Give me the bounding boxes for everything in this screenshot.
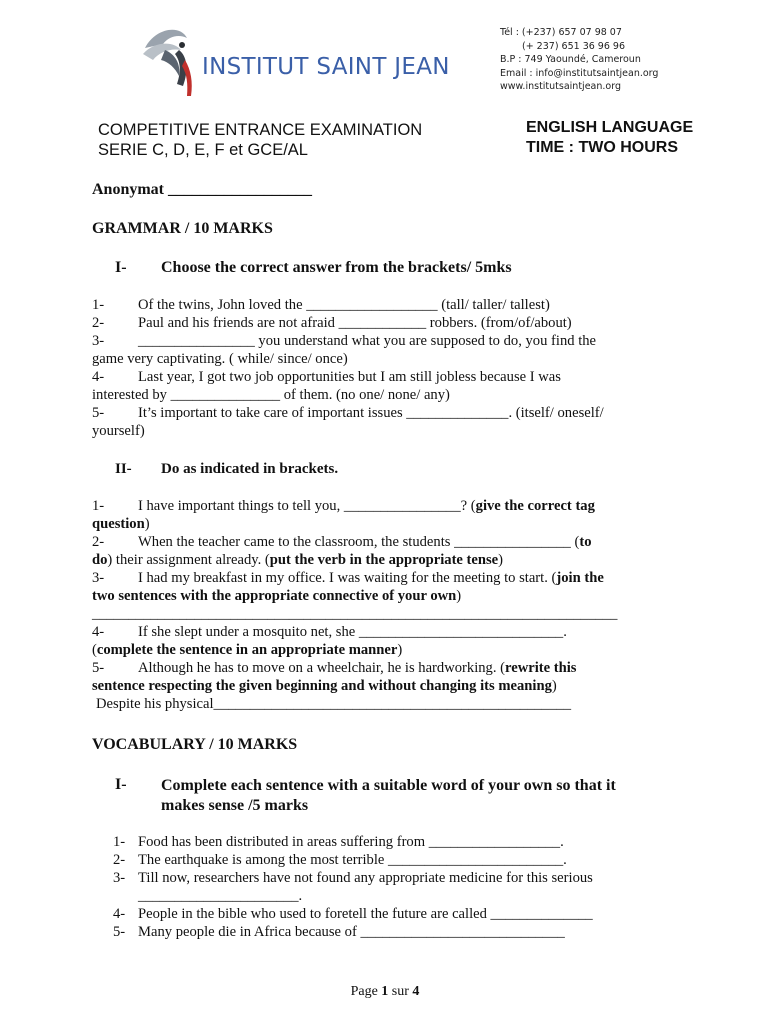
contact-email: Email : info@institutsaintjean.org <box>500 67 659 79</box>
item-number: 5- <box>92 660 105 676</box>
item-number: 2- <box>92 315 105 331</box>
instruction-text: do <box>92 552 108 568</box>
subject-name: ENGLISH LANGUAGE <box>526 119 694 136</box>
item-text: If she slept under a mosquito net, she ____________________________. <box>138 624 567 640</box>
item-continuation: ______________________. <box>138 888 303 904</box>
vocabulary-title-line-2: makes sense /5 marks <box>161 797 309 814</box>
item-text-part: Although he has to move on a wheelchair, he is hardworking. ( <box>138 660 506 676</box>
item-continuation <box>92 677 692 695</box>
item-text: Till now, researchers have not found any appropriate medicine for this serious <box>138 870 593 886</box>
item-text-part: ) <box>397 642 403 658</box>
answer-blank-line: ________________________________________________________________________ <box>92 606 618 622</box>
item-continuation: game very captivating. ( while/ since/ once) <box>92 351 348 367</box>
item-text-part: ( <box>92 642 97 658</box>
item-text <box>138 659 576 677</box>
item-number: 4- <box>92 624 105 640</box>
list-item <box>113 833 693 851</box>
item-text: Food has been distributed in areas suffering from __________________. <box>138 834 564 850</box>
contact-phone-2: (+ 237) 651 36 96 96 <box>522 40 626 52</box>
item-text-part: When the teacher came to the classroom, the students ________________ ( <box>138 534 580 550</box>
instruction-text: join the <box>556 570 604 586</box>
list-item <box>92 332 692 350</box>
item-number: 5- <box>92 405 105 421</box>
subject-info <box>526 118 693 158</box>
item-text-part: ) <box>551 678 557 694</box>
anonymat-field: Anonymat __________________ <box>92 181 313 198</box>
grammar-section-2-list <box>92 497 692 713</box>
list-item <box>113 923 693 941</box>
item-text-part: I have important things to tell you, ________________? ( <box>138 498 476 514</box>
item-continuation <box>92 587 692 605</box>
vocabulary-list <box>113 833 693 941</box>
instruction-text: question <box>92 516 145 532</box>
vocabulary-section-1-title <box>161 776 616 816</box>
item-number: 4- <box>92 369 105 385</box>
item-continuation: yourself) <box>92 423 145 439</box>
item-number: 5- <box>113 924 126 940</box>
item-number: 2- <box>92 534 105 550</box>
institute-logo <box>135 20 455 100</box>
exam-title <box>98 120 422 160</box>
item-number: 2- <box>113 852 126 868</box>
item-number: 1- <box>92 498 105 514</box>
grammar-section-1-numeral: I- <box>115 259 127 276</box>
item-text <box>138 497 595 515</box>
item-text <box>138 569 604 587</box>
item-continuation <box>92 551 692 569</box>
grammar-section-2-numeral: II- <box>115 461 132 477</box>
list-item <box>92 623 692 641</box>
item-text-part: ) <box>456 588 462 604</box>
contact-block <box>500 26 658 94</box>
grammar-heading: GRAMMAR / 10 MARKS <box>92 220 273 237</box>
item-text-part: ) <box>144 516 150 532</box>
list-item <box>92 368 692 386</box>
answer-line: Despite his physical_________________________________________________ <box>96 696 572 712</box>
contact-website: www.institutsaintjean.org <box>500 81 621 92</box>
list-item <box>113 905 693 923</box>
vocabulary-section-1-numeral: I- <box>115 776 127 793</box>
item-text: Many people die in Africa because of ____________________________ <box>138 924 565 940</box>
item-text: Last year, I got two job opportunities but I am still jobless because I was <box>138 369 561 385</box>
page-separator: sur <box>388 984 413 999</box>
item-text <box>138 533 592 551</box>
list-item <box>113 851 693 869</box>
instruction-text: two sentences with the appropriate connective of your own <box>92 588 457 604</box>
list-item <box>92 404 692 422</box>
list-item <box>92 569 692 587</box>
item-number: 3- <box>92 570 105 586</box>
grammar-section-1-title: Choose the correct answer from the brackets/ 5mks <box>161 259 512 276</box>
instruction-text: rewrite this <box>505 660 577 676</box>
contact-phone-1: Tél : (+237) 657 07 98 07 <box>500 27 622 38</box>
instruction-text: sentence respecting the given beginning and without changing its meaning <box>92 678 552 694</box>
item-number: 1- <box>92 297 105 313</box>
item-text: Of the twins, John loved the __________________ (tall/ taller/ tallest) <box>138 297 550 313</box>
item-number: 4- <box>113 906 126 922</box>
exam-line-2: SERIE C, D, E, F et GCE/AL <box>98 141 308 159</box>
item-number: 1- <box>113 834 126 850</box>
page-total: 4 <box>412 984 420 999</box>
item-text-part: I had my breakfast in my office. I was waiting for the meeting to start. ( <box>138 570 557 586</box>
list-item <box>113 869 693 887</box>
instruction-text: complete the sentence in an appropriate manner <box>96 642 398 658</box>
item-text: The earthquake is among the most terrible ________________________. <box>138 852 567 868</box>
item-text-part: ) their assignment already. ( <box>107 552 270 568</box>
list-item <box>92 497 692 515</box>
item-continuation: interested by _______________ of them. (no one/ none/ any) <box>92 387 450 403</box>
list-item <box>92 659 692 677</box>
page-label: Page <box>350 984 382 999</box>
page-footer <box>0 984 770 1000</box>
logo-text: INSTITUT SAINT JEAN <box>202 54 450 80</box>
bird-emblem-icon <box>135 20 205 100</box>
exam-duration: TIME : TWO HOURS <box>526 139 678 156</box>
instruction-text: give the correct tag <box>475 498 595 514</box>
instruction-text: put the verb in the appropriate tense <box>269 552 499 568</box>
item-continuation <box>92 641 692 659</box>
grammar-section-1-list <box>92 296 692 440</box>
list-item <box>92 533 692 551</box>
list-item <box>92 296 692 314</box>
item-number: 3- <box>92 333 105 349</box>
item-continuation <box>92 515 692 533</box>
item-text: People in the bible who used to foretell the future are called ______________ <box>138 906 593 922</box>
item-text-part: ) <box>498 552 504 568</box>
grammar-section-2-title: Do as indicated in brackets. <box>161 461 339 477</box>
item-text: ________________ you understand what you are supposed to do, you find the <box>138 333 597 349</box>
instruction-text: to <box>579 534 592 550</box>
list-item <box>92 314 692 332</box>
vocabulary-heading: VOCABULARY / 10 MARKS <box>92 736 298 753</box>
page-number: 1 <box>381 984 389 999</box>
item-text: Paul and his friends are not afraid ____________ robbers. (from/of/about) <box>138 315 572 331</box>
vocabulary-title-line-1: Complete each sentence with a suitable word of your own so that it <box>161 777 616 794</box>
contact-address: B.P : 749 Yaoundé, Cameroun <box>500 54 641 65</box>
exam-line-1: COMPETITIVE ENTRANCE EXAMINATION <box>98 121 423 139</box>
item-number: 3- <box>113 870 126 886</box>
item-text: It’s important to take care of important issues ______________. (itself/ oneself/ <box>138 405 604 421</box>
